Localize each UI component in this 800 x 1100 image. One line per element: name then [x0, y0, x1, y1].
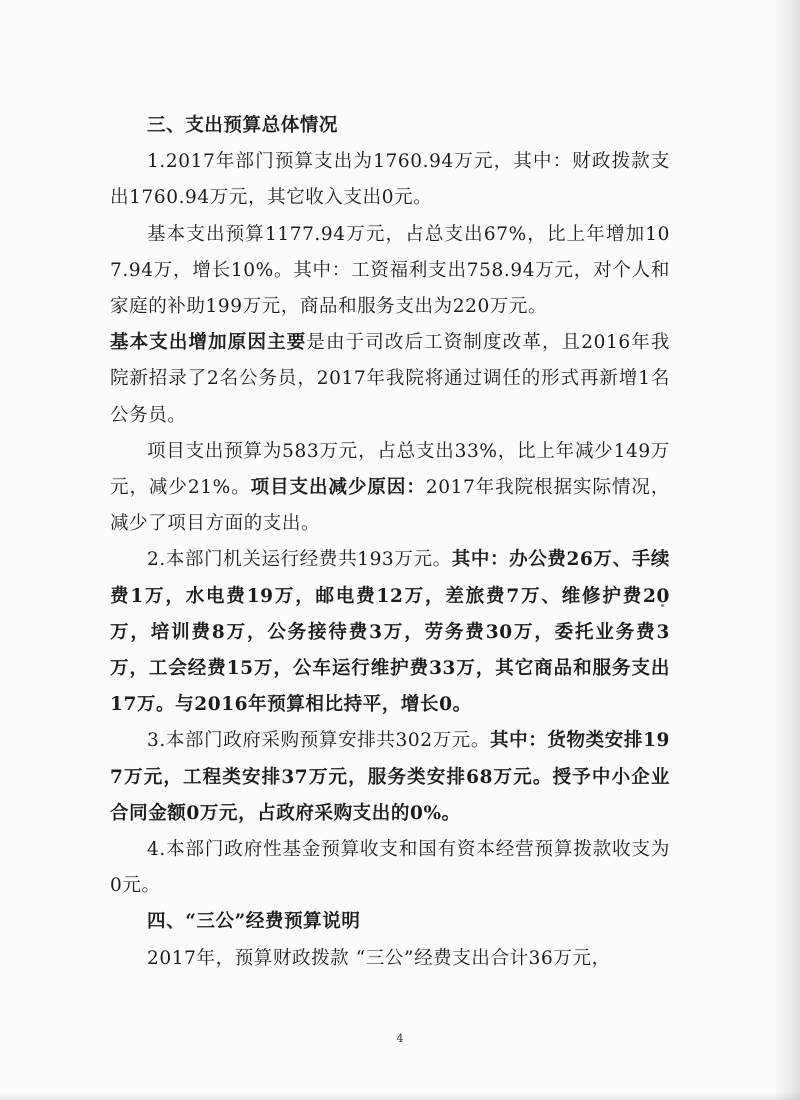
paragraph-basic-increase-reason [110, 325, 670, 434]
scan-shadow-right [774, 0, 800, 1100]
scan-shadow-bottom [0, 1092, 800, 1100]
paragraph-basic-expenditure: 基本支出预算1177.94万元，占总支出67%，比上年增加107.94万，增长10%。其中：工资福利支出758.94万元，对个人和家庭的补助199万元，商品和服务支出为220万元。 [110, 223, 670, 318]
section-heading-expenditure-overview: 三、支出预算总体情况 [147, 115, 339, 136]
operating-costs-breakdown: 其中：办公费26万、手续费1万，水电费19万，邮电费12万，差旅费7万、维修护费20万，培训费8万，公务接待费3万，劳务费30万，委托业务费3万，工会经费15万，公车运行维护费33万，其它商品和服务支出17万。与2016年预算相比持平，增长0。 [110, 549, 670, 716]
paragraph-three-public-expenses: 2017年，预算财政拨款 “三公”经费支出合计36万元， [147, 947, 611, 969]
basic-increase-reason-text: 是由于司改后工资制度改革，且2016年我院新招录了2名公务员，2017年我院将通过调任的形式再新增1名公务员。 [110, 332, 670, 426]
procurement-breakdown: 其中：货物类安排197万元，工程类安排37万元，服务类安排68万元。授予中小企业合同金额0万元，占政府采购支出的0%。 [110, 730, 670, 824]
page-number: 4 [396, 1032, 404, 1045]
paragraph-total-expenditure: 1.2017年部门预算支出为1760.94万元，其中：财政拨款支出1760.94万元，其它收入支出0元。 [110, 151, 670, 209]
procurement-total: 3.本部门政府采购预算安排共302万元。 [147, 730, 490, 752]
document-body [110, 108, 670, 977]
basic-increase-reason-label: 基本支出增加原因主要 [110, 332, 307, 354]
project-decrease-reason-label: 项目支出减少原因： [250, 477, 426, 499]
section-heading-three-public-expenses: 四、“三公”经费预算说明 [147, 911, 361, 933]
operating-costs-total: 2.本部门机关运行经费共193万元。 [147, 549, 452, 571]
paragraph-operating-costs [110, 542, 670, 723]
paragraph-government-procurement [110, 723, 670, 832]
project-expenditure-text: 项目支出预算为583万元，占总支出33%，比上年减少149万元，减少21%。 [110, 440, 670, 499]
paragraph-government-funds: 4.本部门政府性基金预算收支和国有资本经营预算拨款收支为0元。 [110, 839, 670, 897]
paragraph-project-expenditure [110, 434, 670, 543]
project-decrease-reason-text: 2017年我院根据实际情况，减少了项目方面的支出。 [110, 477, 671, 535]
